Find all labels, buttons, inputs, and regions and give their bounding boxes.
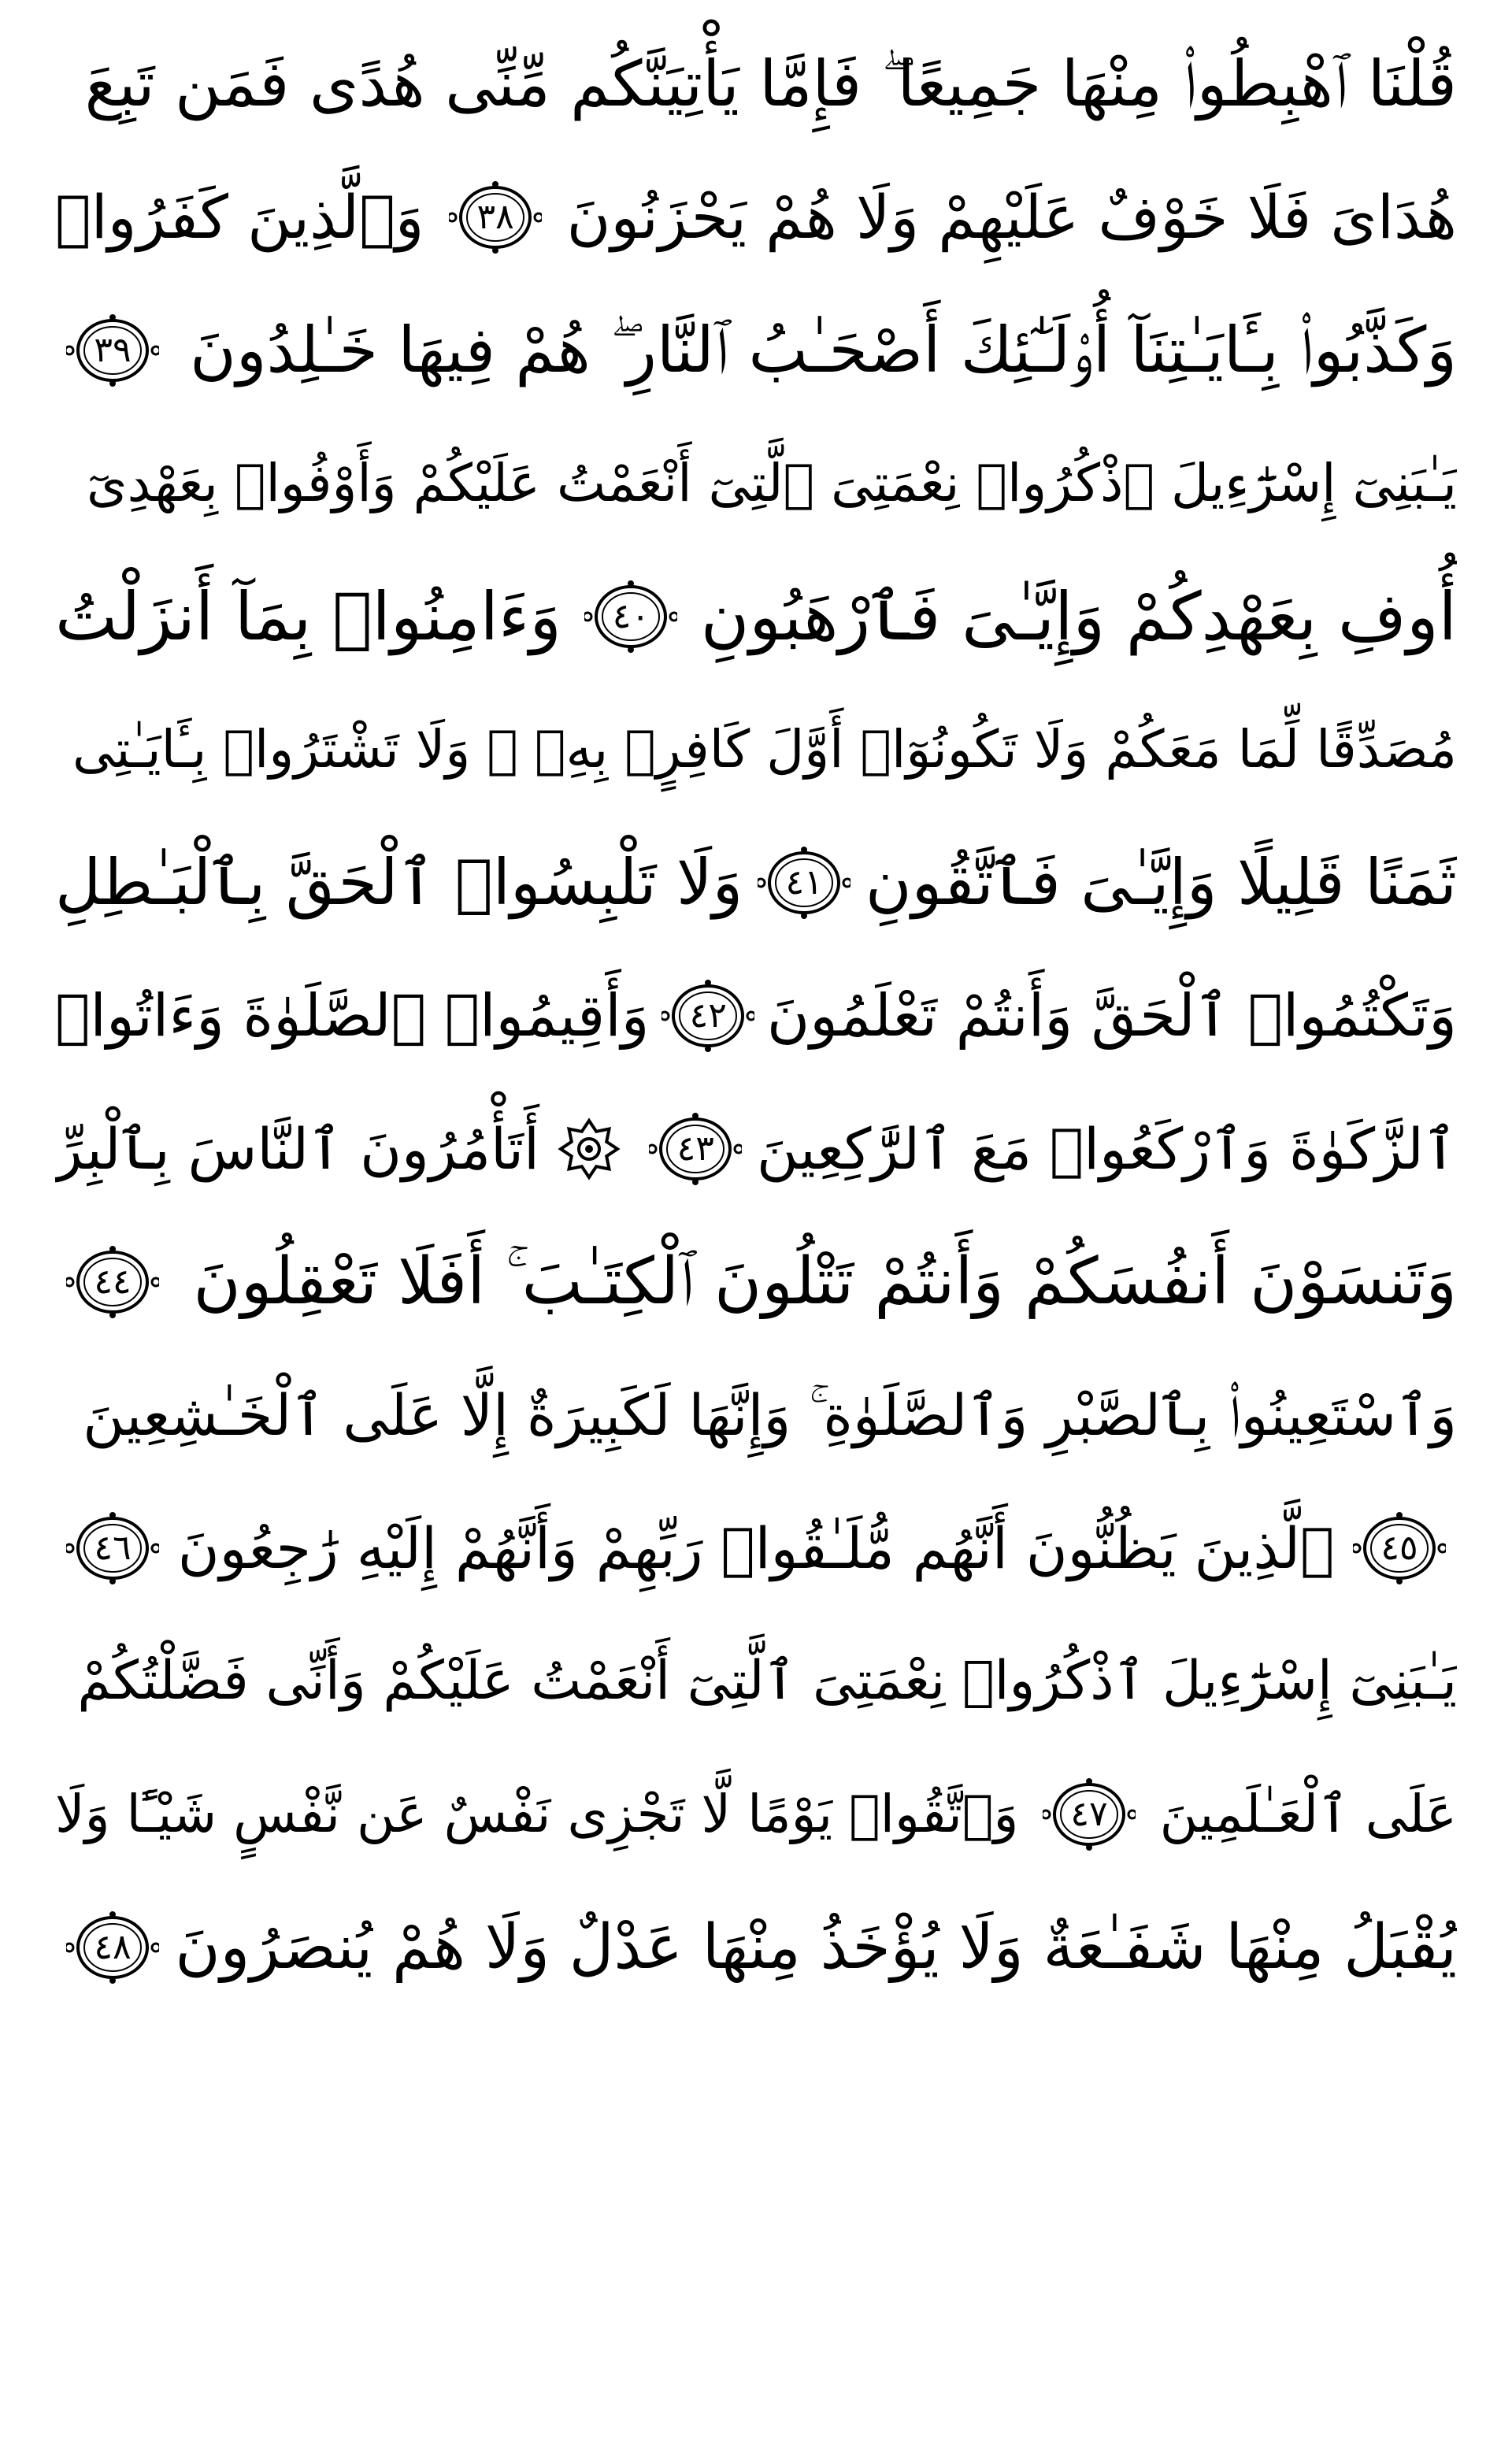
- verse-line: [55, 417, 1457, 550]
- verse-line: [55, 1481, 1457, 1614]
- ayah-number: ٣٨: [476, 196, 514, 237]
- verse-text: ٱلَّذِينَ يَظُنُّونَ أَنَّهُم مُّلَـٰقُوا۟ رَبِّهِمْ وَأَنَّهُمْ إِلَيْهِ رَٰجِعُونَ: [177, 1514, 1335, 1581]
- ayah-number: ٤٨: [94, 1926, 132, 1967]
- ayah-number-marker: [1043, 1777, 1136, 1852]
- ayah-number: ٤٣: [676, 1128, 714, 1169]
- verse-text: وَلَا تَلْبِسُوا۟ ٱلْحَقَّ بِٱلْبَـٰطِلِ: [55, 845, 743, 919]
- verse-text: ٱلزَّكَوٰةَ وَٱرْكَعُوا۟ مَعَ ٱلرَّٰكِعِينَ: [756, 1115, 1457, 1182]
- ayah-number-marker: [66, 1510, 159, 1586]
- verse-line: [55, 816, 1457, 949]
- verse-line: [55, 17, 1457, 150]
- verse-line: [55, 1215, 1457, 1348]
- ayah-number-marker: [66, 1244, 159, 1320]
- verse-text: يَـٰبَنِىٓ إِسْرَٰٓءِيلَ ٱذْكُرُوا۟ نِعْمَتِىَ ٱلَّتِىٓ أَنْعَمْتُ عَلَيْكُمْ وَأَنِّى فَضَّلْتُكُمْ: [77, 1649, 1457, 1712]
- ayah-number: ٤٠: [612, 595, 650, 636]
- verse-line: [55, 683, 1457, 816]
- verse-text: عَلَى ٱلْعَـٰلَمِينَ: [1159, 1783, 1457, 1844]
- verse-text: يُقْبَلُ مِنْهَا شَفَـٰعَةٌ وَلَا يُؤْخَذُ مِنْهَا عَدْلٌ وَلَا هُمْ يُنصَرُونَ: [175, 1911, 1457, 1983]
- verse-text: وَكَذَّبُوا۟ بِـَٔايَـٰتِنَآ أُو۟لَـٰٓئِكَ أَصْحَـٰبُ ٱلنَّارِ ۖ هُمْ فِيهَا خَـٰلِدُونَ: [190, 313, 1457, 387]
- ayah-number-marker: [662, 978, 754, 1054]
- ayah-number-marker: [649, 1111, 742, 1187]
- verse-text: وَأَقِيمُوا۟ ٱلصَّلَوٰةَ وَءَاتُوا۟: [55, 981, 650, 1050]
- verse-line: [55, 1747, 1457, 1881]
- verse-line: [55, 150, 1457, 284]
- verse-text: أَتَأْمُرُونَ ٱلنَّاسَ بِٱلْبِرِّ: [55, 1115, 540, 1182]
- verse-line: [55, 1348, 1457, 1481]
- verse-text: هُدَاىَ فَلَا خَوْفٌ عَلَيْهِمْ وَلَا هُمْ يَحْزَنُونَ: [566, 181, 1457, 252]
- verse-text: قُلْنَا ٱهْبِطُوا۟ مِنْهَا جَمِيعًا ۖ فَإِمَّا يَأْتِيَنَّكُم مِّنِّى هُدًى فَمَن تَبِعَ: [84, 46, 1457, 120]
- hizb-marker: [558, 1117, 621, 1180]
- verse-text: وَتَنسَوْنَ أَنفُسَكُمْ وَأَنتُمْ تَتْلُونَ ٱلْكِتَـٰبَ ۚ أَفَلَا تَعْقِلُونَ: [193, 1243, 1457, 1319]
- ayah-number: ٤٦: [94, 1527, 132, 1568]
- ayah-number: ٤٧: [1070, 1793, 1108, 1834]
- verse-text: وَتَكْتُمُوا۟ ٱلْحَقَّ وَأَنتُمْ تَعْلَمُونَ: [766, 981, 1457, 1050]
- verse-text: وَٱسْتَعِينُوا۟ بِٱلصَّبْرِ وَٱلصَّلَوٰةِ ۚ وَإِنَّهَا لَكَبِيرَةٌ إِلَّا عَلَى ٱلْخَـٰشِعِينَ: [83, 1381, 1457, 1448]
- ayah-number-marker: [758, 845, 850, 921]
- ayah-number-marker: [449, 180, 542, 255]
- verse-line: [55, 1881, 1457, 2014]
- verse-line: [55, 1614, 1457, 1747]
- verse-line: [55, 1082, 1457, 1215]
- ayah-number: ٤٤: [94, 1261, 132, 1302]
- ayah-number: ٤٥: [1380, 1527, 1418, 1568]
- ayah-number-marker: [1353, 1510, 1446, 1586]
- verse-text: أُوفِ بِعَهْدِكُمْ وَإِيَّـٰىَ فَٱرْهَبُونِ: [700, 577, 1457, 655]
- verse-text: يَـٰبَنِىٓ إِسْرَٰٓءِيلَ ٱذْكُرُوا۟ نِعْمَتِىَ ٱلَّتِىٓ أَنْعَمْتُ عَلَيْكُمْ وَأَوْفُوا۟ بِعَهْدِىٓ: [86, 452, 1457, 513]
- verse-line: [55, 949, 1457, 1082]
- ayah-number: ٤٢: [689, 995, 727, 1036]
- verse-text: وَٱتَّقُوا۟ يَوْمًا لَّا تَجْزِى نَفْسٌ عَن نَّفْسٍ شَيْـًٔا وَلَا: [55, 1783, 1019, 1844]
- ayah-number-marker: [584, 579, 677, 654]
- verse-text: وَٱلَّذِينَ كَفَرُوا۟: [55, 181, 424, 252]
- ayah-number-marker: [66, 313, 159, 388]
- verse-text: ثَمَنًا قَلِيلًا وَإِيَّـٰىَ فَٱتَّقُونِ: [865, 845, 1457, 919]
- hizb-star-icon: [558, 1117, 621, 1180]
- ayah-number-marker: [66, 1910, 159, 1985]
- verse-line: [55, 550, 1457, 683]
- ayah-number: ٤١: [785, 862, 823, 902]
- ayah-number: ٣٩: [94, 329, 132, 370]
- verse-line: [55, 284, 1457, 417]
- verse-text: مُصَدِّقًا لِّمَا مَعَكُمْ وَلَا تَكُونُوٓا۟ أَوَّلَ كَافِرٍۭ بِهِۦ ۖ وَلَا تَشْتَرُوا۟ بِـَٔايَـٰتِى: [72, 718, 1457, 780]
- verse-text: وَءَامِنُوا۟ بِمَآ أَنزَلْتُ: [55, 577, 561, 655]
